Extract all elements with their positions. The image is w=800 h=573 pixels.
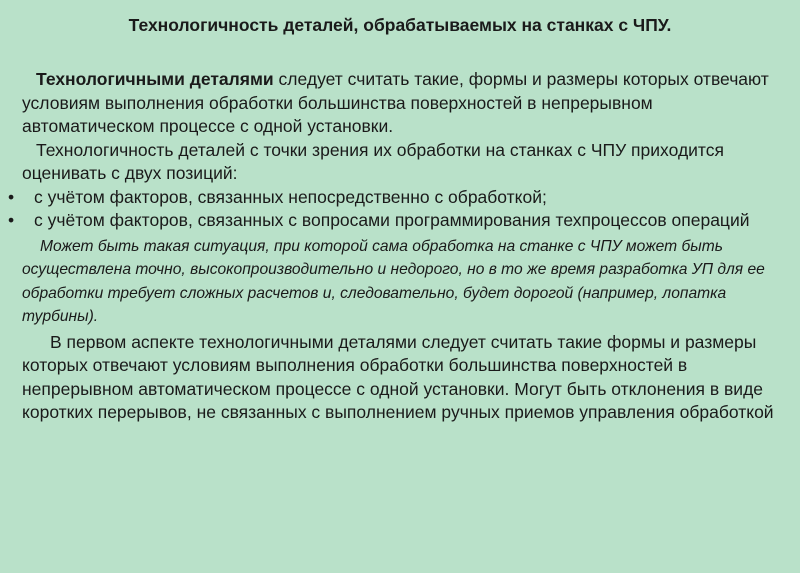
definition-term: Технологичными деталями <box>36 69 274 89</box>
paragraph-first-aspect: В первом аспекте технологичными деталями следует считать такие формы и размеры которых отвечают условиям выполнения обработки большинства поверхностей в непрерывном автоматическом процессе с одной установки. Могут быть отклонения в виде коротких перерывов, не связанных с выполнением ручных приемов управления обработкой <box>22 331 774 422</box>
bullet-item <box>8 186 782 210</box>
bullet-item <box>8 209 782 233</box>
bullet-list <box>8 186 782 233</box>
bullet-icon: • <box>8 186 15 207</box>
bullet-text: с учётом факторов, связанных с вопросами программирования техпроцессов операций <box>34 210 750 230</box>
paragraph-definition <box>22 68 782 139</box>
slide-body <box>8 68 782 425</box>
italic-note: Может быть такая ситуация, при которой сама обработка на станке с ЧПУ может быть осуществлена точно, высокопроизводительно и недорого, но в то же время разработка УП для ее обработки требует сложных расчетов и, следовательно, будет дорогой (например, лопатка турбины). <box>22 237 765 325</box>
definition-text: следует считать такие, формы и размеры которых отвечают условиям выполнения обработки большинства поверхностей в непрерывном автоматическом процессе с одной установки. <box>22 69 769 136</box>
paragraph-evaluation: Технологичность деталей с точки зрения их обработки на станках с ЧПУ приходится оценивать с двух позиций: <box>22 139 724 183</box>
bullet-icon: • <box>8 210 15 230</box>
bullet-text: с учётом факторов, связанных непосредственно с обработкой; <box>34 186 547 207</box>
slide-title: Технологичность деталей, обрабатываемых на станках с ЧПУ. <box>128 15 672 35</box>
